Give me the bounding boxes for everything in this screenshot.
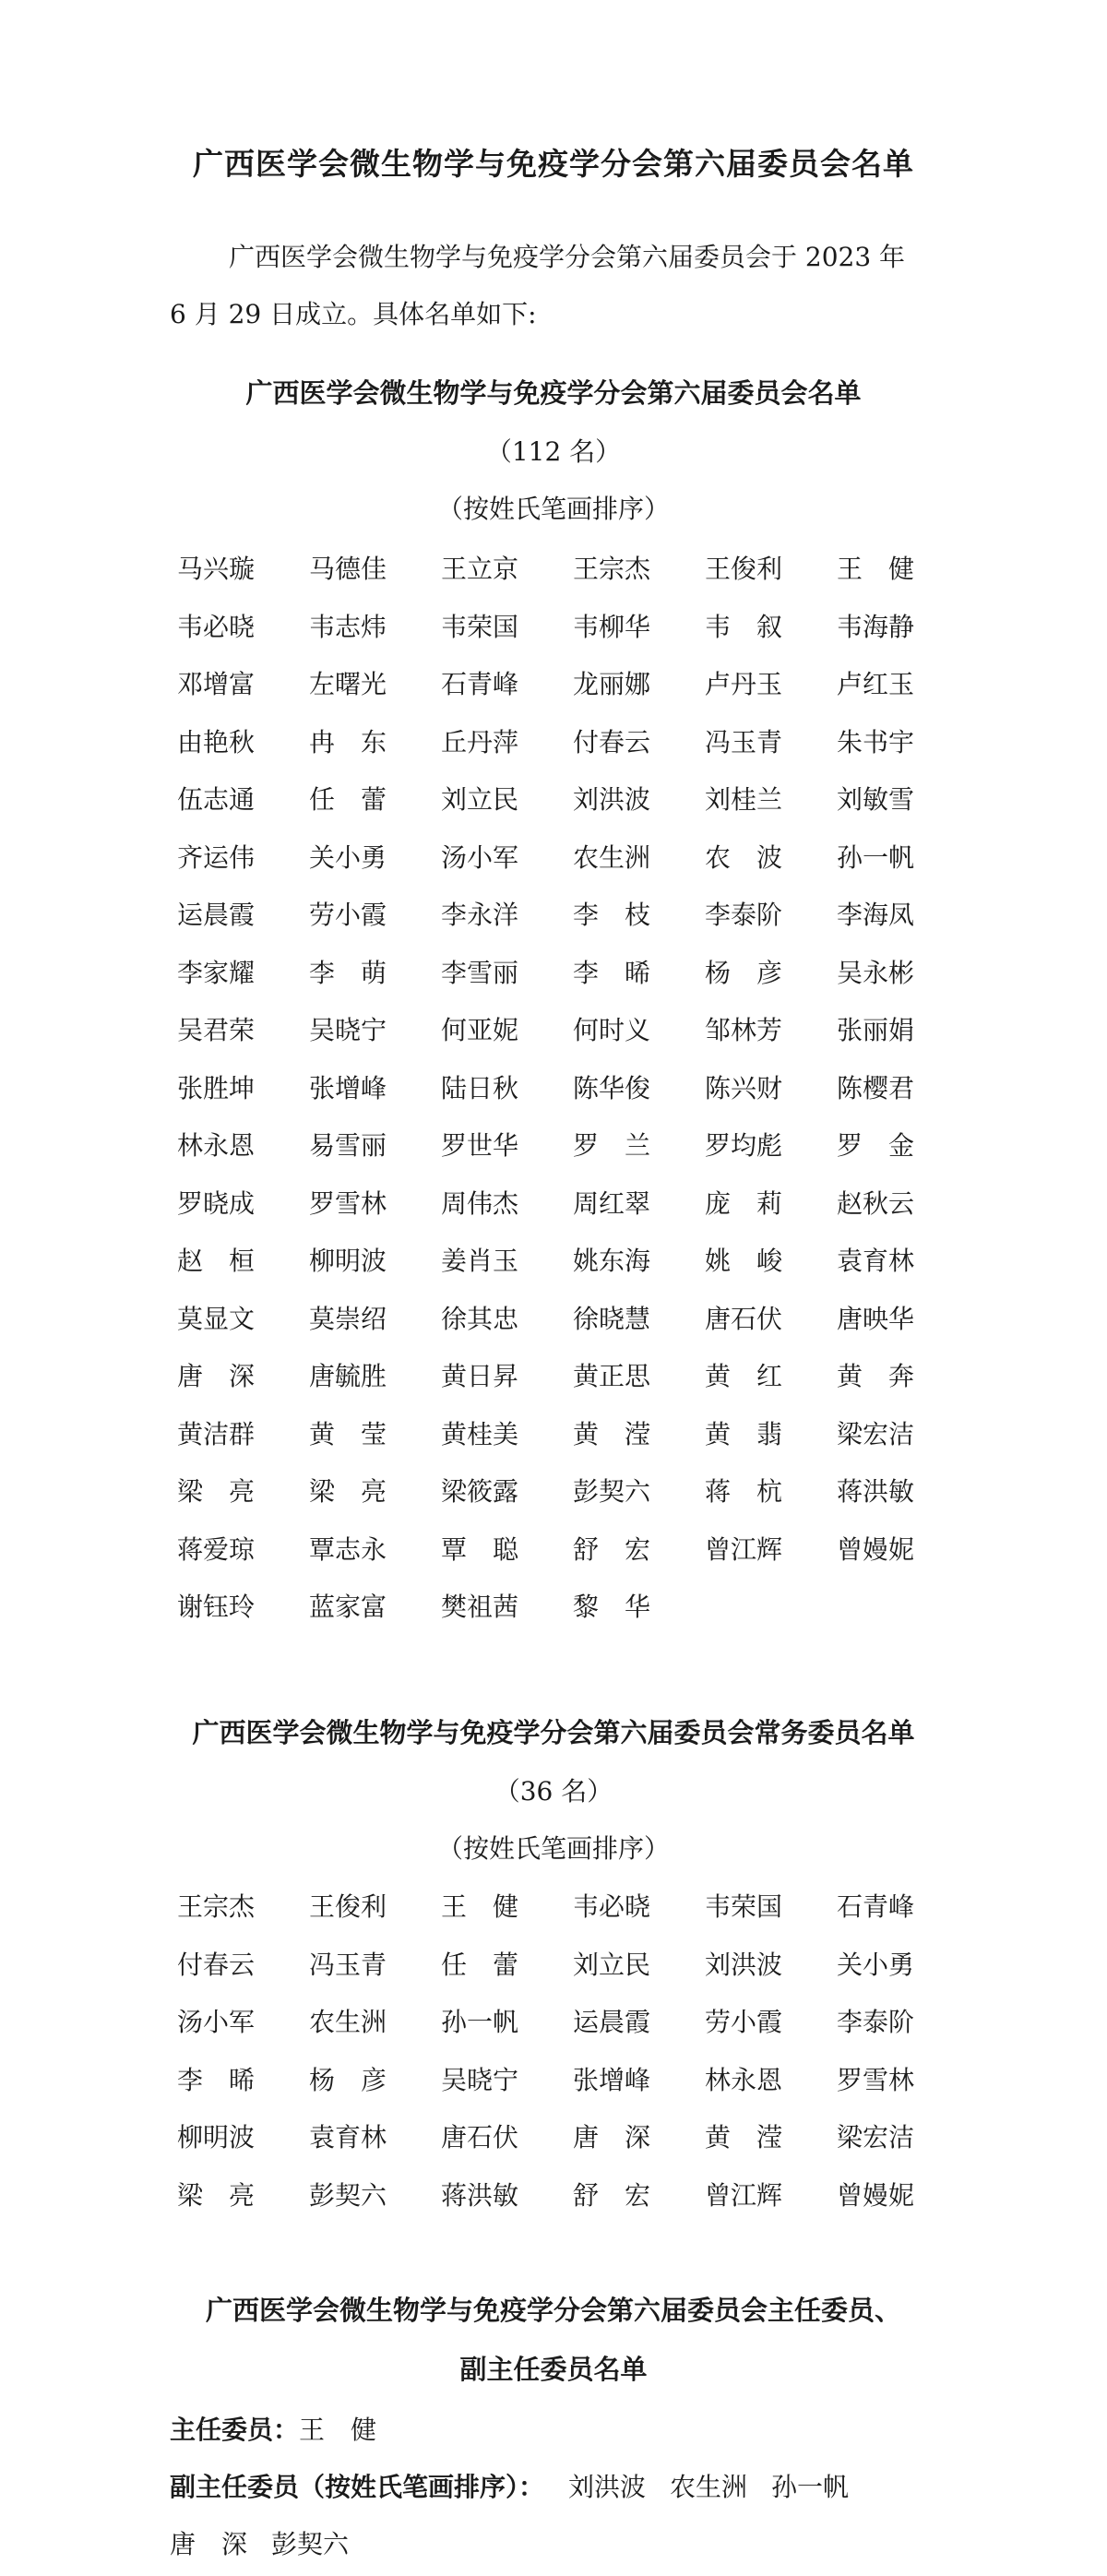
member-name: 蒋爱琼	[177, 1533, 256, 1565]
member-name: 曾嫚妮	[837, 1533, 915, 1565]
member-name: 李 枝	[573, 900, 651, 930]
member-name: 蒋洪敏	[441, 2179, 519, 2211]
member-name: 任 蕾	[309, 784, 387, 815]
member-name: 罗 兰	[573, 1130, 651, 1161]
vice-chair-name: 刘洪波	[568, 2472, 647, 2502]
member-name: 劳小霞	[705, 2007, 783, 2037]
member-name: 黄 翡	[705, 1418, 783, 1449]
member-name: 李泰阶	[705, 900, 783, 930]
member-name: 唐毓胜	[309, 1361, 387, 1391]
member-name: 赵秋云	[837, 1187, 915, 1219]
member-name: 冉 东	[309, 726, 387, 757]
member-name: 韦必晓	[573, 1891, 651, 1922]
member-name: 彭契六	[309, 2179, 387, 2211]
member-name: 付春云	[177, 1949, 256, 1980]
member-name: 周红翠	[573, 1187, 651, 1219]
member-name: 伍志通	[177, 784, 256, 815]
member-name: 唐 深	[573, 2122, 651, 2153]
member-name: 黄桂美	[441, 1418, 519, 1449]
member-name: 龙丽娜	[573, 669, 651, 699]
member-name: 冯玉青	[309, 1949, 387, 1980]
member-name: 袁育林	[837, 1246, 915, 1276]
member-name: 黄 奔	[837, 1361, 915, 1391]
member-name: 关小勇	[309, 841, 387, 873]
member-name: 林永恩	[177, 1130, 256, 1161]
member-name: 张丽娟	[837, 1015, 915, 1045]
member-name: 李家耀	[177, 957, 256, 988]
member-name: 刘洪波	[705, 1949, 783, 1980]
member-name: 徐晓慧	[573, 1303, 651, 1334]
member-name: 陈兴财	[705, 1072, 783, 1103]
intro-paragraph: 广西医学会微生物学与免疫学分会第六届委员会于 2023 年 6 月 29 日成立。具体名单如下:	[170, 242, 906, 329]
member-name: 韦柳华	[573, 611, 651, 642]
member-name: 曾嫚妮	[837, 2179, 915, 2211]
committee-count: （112 名）	[485, 436, 622, 467]
committee-name-grid	[177, 541, 952, 1637]
member-name: 朱书宇	[837, 726, 915, 757]
member-name: 曾江辉	[705, 1533, 783, 1565]
member-name: 罗均彪	[705, 1130, 783, 1161]
member-name: 刘桂兰	[705, 784, 783, 815]
vice-chair-name: 彭契六	[271, 2529, 350, 2559]
member-name: 梁 亮	[309, 1476, 387, 1507]
member-name: 运晨霞	[573, 2007, 651, 2037]
member-name: 樊祖茜	[441, 1592, 519, 1622]
member-name: 任 蕾	[441, 1949, 519, 1980]
member-name: 劳小霞	[309, 900, 387, 930]
member-name: 王立京	[441, 554, 519, 584]
member-name: 李 晞	[573, 957, 651, 988]
member-name: 黎 华	[573, 1592, 651, 1622]
member-name: 李 萌	[309, 957, 387, 988]
member-name: 林永恩	[705, 2064, 783, 2095]
member-name: 黄 滢	[573, 1418, 651, 1449]
member-name: 孙一帆	[441, 2007, 519, 2037]
member-name: 孙一帆	[837, 841, 915, 873]
member-name: 马兴璇	[177, 554, 256, 584]
member-name: 韦海静	[837, 611, 915, 642]
leaders-title-line2: 副主任委员名单	[459, 2354, 648, 2385]
member-name: 吴晓宁	[441, 2064, 519, 2095]
member-name: 李 晞	[177, 2064, 256, 2095]
member-name: 石青峰	[441, 669, 519, 699]
vice-chair-block	[170, 2459, 963, 2573]
member-name: 黄日昇	[441, 1361, 519, 1391]
member-name: 罗世华	[441, 1130, 519, 1161]
member-name: 李泰阶	[837, 2007, 915, 2037]
member-name: 莫显文	[177, 1303, 256, 1334]
member-name: 农生洲	[309, 2007, 387, 2037]
member-name: 蓝家富	[309, 1592, 387, 1622]
member-name: 张增峰	[573, 2064, 651, 2095]
member-name: 唐石伏	[441, 2122, 519, 2153]
member-name: 农生洲	[573, 841, 651, 873]
member-name: 谢钰玲	[177, 1592, 256, 1622]
member-name: 冯玉青	[705, 726, 783, 757]
member-name: 韦 叙	[705, 611, 783, 642]
member-name: 舒 宏	[573, 1533, 651, 1565]
member-name: 姜肖玉	[441, 1246, 519, 1276]
member-name: 唐 深	[177, 1361, 256, 1391]
member-name: 汤小军	[177, 2007, 256, 2037]
member-name: 韦荣国	[441, 611, 519, 642]
member-name: 刘敏雪	[837, 784, 915, 815]
member-name: 何亚妮	[441, 1015, 519, 1045]
member-name: 李永洋	[441, 900, 519, 930]
chair-name: 王 健	[299, 2415, 377, 2445]
member-name: 刘立民	[573, 1949, 651, 1980]
member-name: 付春云	[573, 726, 651, 757]
member-name: 吴君荣	[177, 1015, 256, 1045]
member-name: 王宗杰	[573, 554, 651, 584]
vice-chair-name: 农生洲	[670, 2472, 748, 2502]
member-name: 何时义	[573, 1015, 651, 1045]
document-title: 广西医学会微生物学与免疫学分会第六届委员会名单	[193, 146, 914, 182]
member-name: 姚 峻	[705, 1246, 783, 1276]
member-name: 王 健	[837, 554, 915, 584]
member-name: 刘立民	[441, 784, 519, 815]
member-name: 王 健	[441, 1891, 519, 1922]
member-name: 左曙光	[309, 669, 387, 699]
member-name: 由艳秋	[177, 726, 256, 757]
member-name: 韦志炜	[309, 611, 387, 642]
member-name: 卢红玉	[837, 669, 915, 699]
member-name: 王俊利	[705, 554, 783, 584]
member-name: 姚东海	[573, 1246, 651, 1276]
member-name: 梁 亮	[177, 2179, 256, 2211]
standing-committee-order-note: （按姓氏笔画排序）	[436, 1833, 670, 1864]
member-name: 邓增富	[177, 669, 256, 699]
member-name: 覃志永	[309, 1533, 387, 1565]
member-name: 梁宏洁	[837, 2122, 915, 2153]
standing-committee-name-grid	[177, 1878, 952, 2224]
chair-label: 主任委员：	[170, 2415, 300, 2445]
member-name: 张增峰	[309, 1072, 387, 1103]
member-name: 唐石伏	[705, 1303, 783, 1334]
member-name: 黄 莹	[309, 1418, 387, 1449]
member-name: 梁 亮	[177, 1476, 256, 1507]
chair-line	[170, 2402, 963, 2459]
member-name: 卢丹玉	[705, 669, 783, 699]
member-name: 袁育林	[309, 2122, 387, 2153]
member-name: 徐其忠	[441, 1303, 519, 1334]
vice-chair-name: 孙一帆	[771, 2472, 850, 2502]
standing-committee-count: （36 名）	[494, 1776, 613, 1807]
member-name: 易雪丽	[309, 1130, 387, 1161]
member-name: 黄 红	[705, 1361, 783, 1391]
vice-chair-name: 唐 深	[170, 2529, 248, 2559]
member-name: 梁宏洁	[837, 1418, 915, 1449]
member-name: 汤小军	[441, 841, 519, 873]
member-name: 农 波	[705, 841, 783, 873]
member-name: 周伟杰	[441, 1187, 519, 1219]
member-name: 韦荣国	[705, 1891, 783, 1922]
member-name: 罗 金	[837, 1130, 915, 1161]
member-name: 李雪丽	[441, 957, 519, 988]
member-name: 杨 彦	[309, 2064, 387, 2095]
member-name: 关小勇	[837, 1949, 915, 1980]
member-name: 刘洪波	[573, 784, 651, 815]
member-name: 柳明波	[309, 1246, 387, 1276]
member-name: 吴晓宁	[309, 1015, 387, 1045]
member-name: 陆日秋	[441, 1072, 519, 1103]
committee-order-note: （按姓氏笔画排序）	[436, 494, 670, 524]
member-name: 韦必晓	[177, 611, 256, 642]
member-name: 王宗杰	[177, 1891, 256, 1922]
member-name: 梁筱露	[441, 1476, 519, 1507]
member-name: 王俊利	[309, 1891, 387, 1922]
member-name: 黄正思	[573, 1361, 651, 1391]
member-name: 陈樱君	[837, 1072, 915, 1103]
standing-committee-title: 广西医学会微生物学与免疫学分会第六届委员会常务委员名单	[192, 1717, 915, 1748]
vice-chair-label: 副主任委员（按姓氏笔画排序）：	[170, 2472, 545, 2502]
member-name: 唐映华	[837, 1303, 915, 1334]
member-name: 赵 桓	[177, 1246, 256, 1276]
committee-title: 广西医学会微生物学与免疫学分会第六届委员会名单	[245, 377, 862, 409]
leaders-title-line1: 广西医学会微生物学与免疫学分会第六届委员会主任委员、	[205, 2295, 901, 2326]
member-name: 莫崇绍	[309, 1303, 387, 1334]
member-name: 李海凤	[837, 900, 915, 930]
member-name: 张胜坤	[177, 1072, 256, 1103]
member-name: 石青峰	[837, 1891, 915, 1922]
member-name: 陈华俊	[573, 1072, 651, 1103]
member-name: 杨 彦	[705, 957, 783, 988]
member-name: 吴永彬	[837, 957, 915, 988]
member-name: 曾江辉	[705, 2179, 783, 2211]
member-name: 黄 滢	[705, 2122, 783, 2153]
member-name: 罗雪林	[309, 1187, 387, 1219]
member-name: 柳明波	[177, 2122, 256, 2153]
member-name: 罗晓成	[177, 1187, 256, 1219]
member-name: 蒋 杭	[705, 1476, 783, 1507]
member-name: 舒 宏	[573, 2179, 651, 2211]
member-name: 丘丹萍	[441, 726, 519, 757]
member-name: 覃 聪	[441, 1533, 519, 1565]
member-name: 庞 莉	[705, 1187, 783, 1219]
member-name: 运晨霞	[177, 900, 256, 930]
member-name: 罗雪林	[837, 2064, 915, 2095]
member-name: 马德佳	[309, 554, 387, 584]
member-name: 黄洁群	[177, 1418, 256, 1449]
member-name: 彭契六	[573, 1476, 651, 1507]
member-name: 齐运伟	[177, 841, 256, 873]
member-name: 蒋洪敏	[837, 1476, 915, 1507]
member-name: 邹林芳	[705, 1015, 783, 1045]
